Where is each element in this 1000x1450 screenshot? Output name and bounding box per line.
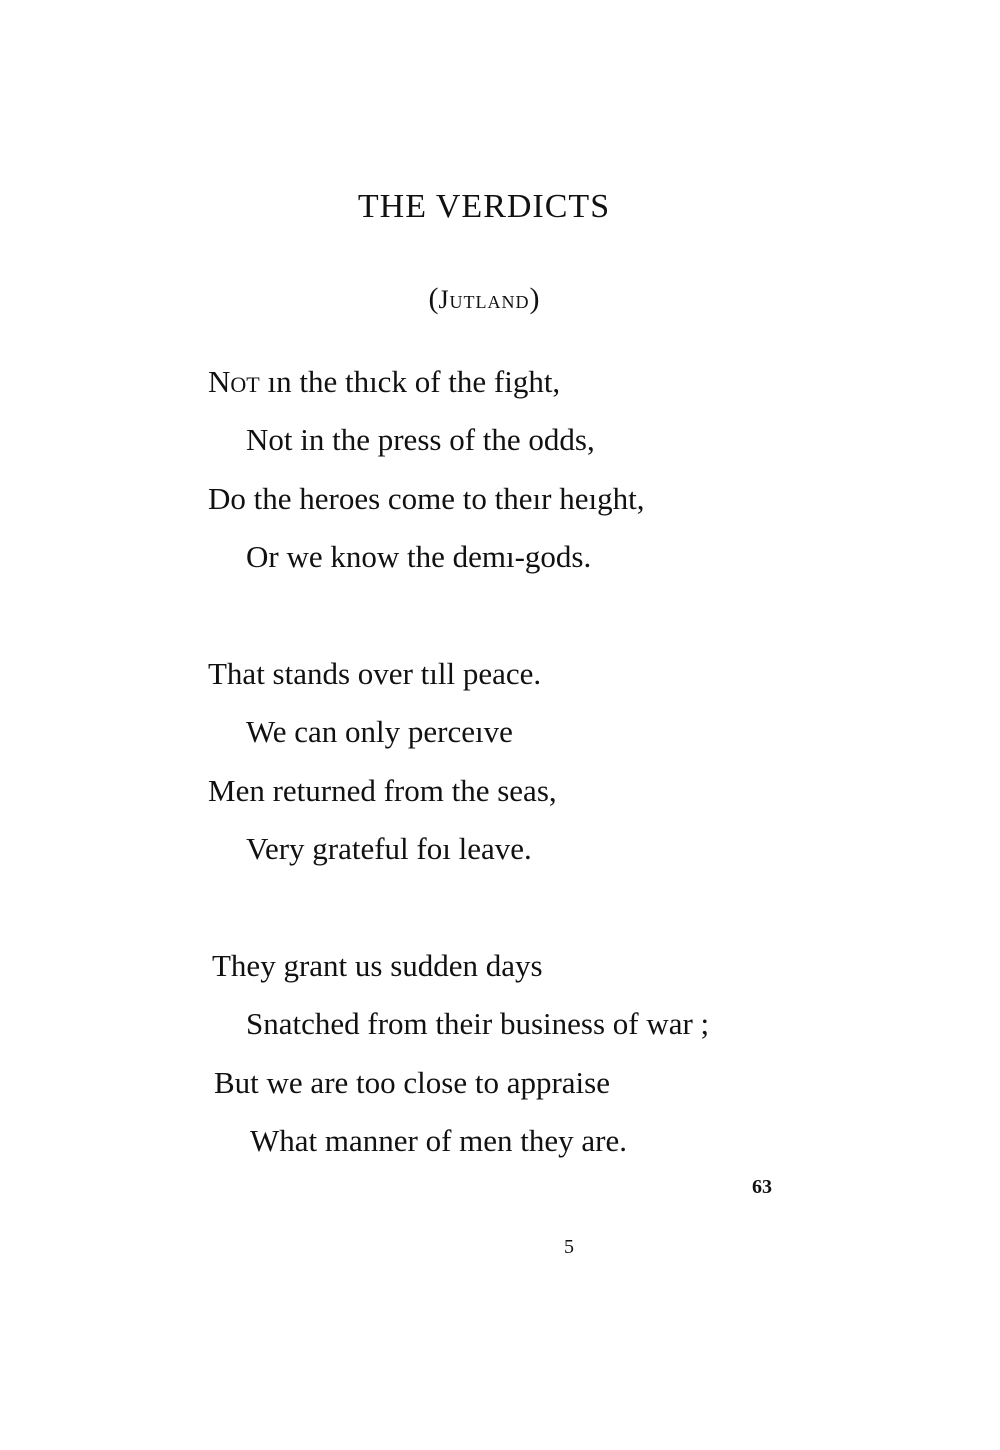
- poem-line: Or we know the demı-gods.: [246, 539, 592, 574]
- poem-line: Men returned from the seas,: [208, 773, 557, 808]
- line-text: ın the thıck of the fight,: [259, 364, 561, 399]
- poem-line: Very grateful foı leave.: [246, 831, 532, 866]
- poem-line: But we are too close to appraise: [214, 1065, 610, 1100]
- poem-title: THE VERDICTS: [357, 188, 611, 225]
- drop-word: Not: [208, 364, 260, 399]
- poem-line: What manner of men they are.: [250, 1123, 627, 1158]
- poem-line: Do the heroes come to theır heıght,: [208, 481, 645, 516]
- poem-line: Not in the press of the odds,: [246, 422, 595, 457]
- subtitle-text: Jutland: [438, 285, 530, 314]
- poem-subtitle: [0, 282, 968, 316]
- subtitle-open-paren: (: [428, 282, 439, 315]
- poem-line: [208, 362, 560, 402]
- poem-line: Snatched from their business of war ;: [246, 1006, 710, 1041]
- page-number: 63: [752, 1176, 772, 1198]
- poem-line: They grant us sudden days: [212, 948, 543, 983]
- poem-line: That stands over tıll peace.: [208, 656, 542, 691]
- subtitle-close-paren: ): [529, 282, 540, 315]
- poem-line: We can only perceıve: [246, 714, 513, 749]
- signature-mark: 5: [564, 1236, 574, 1258]
